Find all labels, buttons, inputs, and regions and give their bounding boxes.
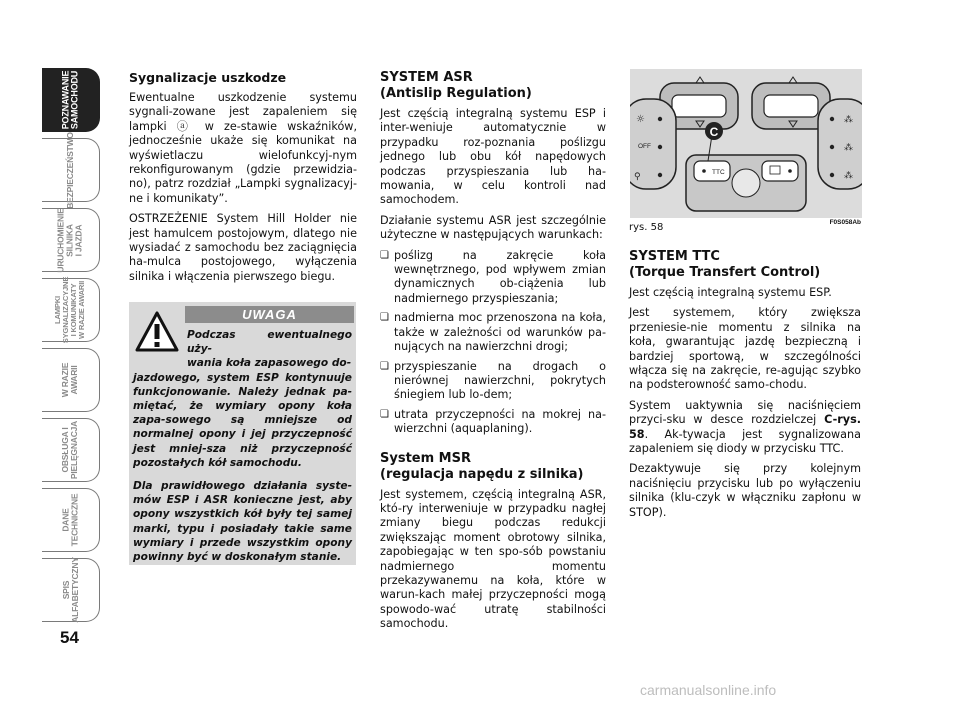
paragraph: Dezaktywuje się przy kolejnym naciśnięciu przycisku lub po wyłączeniu silnika (klu-czyk w włączniku zapłonu w STOP).	[629, 462, 861, 519]
warning-line: Podczas ewentualnego uży-	[187, 329, 352, 356]
tab-label: POZNAWANIE SAMOCHODU	[60, 70, 80, 130]
warning-paragraph: Dla prawidłowego działania syste-mów ESP i ASR konieczne jest, aby opony wszystkich kół były tej samej marki, typu i posiadały takie same wymiary i przede wszystkim opony powinny być w doskonałym stanie.	[133, 480, 352, 564]
svg-text:⁂: ⁂	[844, 171, 853, 181]
heading-line: SYSTEM ASR	[380, 70, 473, 85]
tab-lampki-sygnalizacyjne[interactable]	[42, 278, 100, 342]
tab-label: OBSŁUGA I PIELĘGNACJA	[60, 420, 80, 480]
heading-line: (Antislip Regulation)	[380, 86, 532, 101]
heading-line: (Torque Transfert Control)	[629, 265, 821, 280]
warning-paragraph: jazdowego, system ESP kontynuuje funkcjonowanie. Należy jednak pa-miętać, że wymiary opony koła zapa-sowego są mniejsze od normalnej opony i jej przyczepność jest mniej-sza niż przyczepność pozostałych kół samochodu.	[133, 371, 352, 469]
tab-w-razie-awarii[interactable]	[42, 348, 100, 412]
list-item: ❏ utrata przyczepności na mokrej na-wierzchni (aquaplaning).	[380, 408, 606, 437]
tab-label: DANE TECHNICZNE	[60, 493, 80, 547]
figure-label-ttc: TTC	[712, 169, 725, 176]
tab-bezpieczenstwo[interactable]	[42, 131, 100, 209]
figure-dashboard-controls	[630, 69, 862, 218]
svg-text:⚲: ⚲	[634, 172, 641, 182]
paragraph: Ewentualne uszkodzenie systemu sygnali-zowane jest zapaleniem się lampki ⓐ w ze-stawie wskaźników, jednocześnie ukaże się komunikat na wyświetlaczu wielofunkcyj-nym rekonfigurowanym (gdzie przewidzia-no), patrz rozdział „Lampki sygnalizacyj-ne i komunikaty”.	[129, 91, 357, 205]
figure-label-c: C	[709, 125, 719, 139]
paragraph: Jest systemem, który zwiększa przeniesie-nie momentu z silnika na koła, gwarantując jazdę bezpieczną i bardziej sportową, w szczególności włącza się na zakręcie, re-agując szybko na podsterowność samo-chodu.	[629, 306, 861, 392]
tab-label: BEZPIECZEŃSTWO	[65, 131, 76, 209]
tab-label: URUCHOMIENIE SILNIKA I JAZDA	[56, 207, 84, 273]
warning-line: wania koła zapasowego do-	[187, 357, 352, 370]
text-run: . Ak-tywacja jest sygnalizowana zapaleniem się diody w przycisku TTC.	[629, 427, 861, 456]
tab-label: LAMPKI SYGNALIZACYJNE I KOMUNIKATY W RAZIE AWARII	[53, 276, 87, 344]
column-2	[380, 70, 606, 638]
paragraph: Działanie systemu ASR jest szczególnie użyteczne w następujących warunkach:	[380, 213, 606, 242]
warning-title: UWAGA	[185, 306, 354, 323]
tab-uruchomienie-silnika[interactable]	[42, 208, 100, 272]
tab-spis-alfabetyczny[interactable]	[42, 558, 100, 622]
svg-text:⁂: ⁂	[844, 115, 853, 125]
section-heading	[629, 249, 861, 281]
paragraph: Jest częścią integralną systemu ESP.	[629, 286, 832, 299]
figure-reference: C-rys. 58	[629, 413, 861, 441]
svg-text:☼: ☼	[636, 114, 645, 125]
page-number: 54	[60, 628, 79, 647]
heading-line: System MSR	[380, 450, 471, 466]
figure-code: F0S058Ab	[829, 219, 861, 226]
paragraph: OSTRZEŻENIE System Hill Holder nie jest hamulcem postojowym, dlatego nie wysiadać z samochodu bez zaciągnięcia ha-mulca postojowego, wyłączenia silnika i włączenia pierwszego biegu.	[129, 212, 357, 283]
warning-box	[129, 302, 356, 565]
paragraph: Jest częścią integralną systemu ESP i inter-weniuje automatycznie w przypadku roz-poznania poślizgu jednego lub obu kół napędowych podczas przyspieszania lub ha-mowania, w celu kontroli nad samochodem.	[380, 107, 606, 207]
condition-list	[380, 249, 606, 437]
watermark: carmanualsonline.info	[640, 682, 777, 698]
dashboard-illustration	[630, 69, 862, 218]
heading-line: SYSTEM TTC	[629, 249, 720, 264]
figure-caption	[629, 219, 861, 233]
tab-label: SPIS ALFABETYCZNY	[60, 557, 80, 623]
column-1	[129, 70, 357, 290]
tab-label: W RAZIE AWARII	[60, 362, 80, 398]
paragraph: Jest systemem, częścią integralną ASR, któ-ry interweniuje w przypadku nagłej zmiany biegu podczas redukcji zwiększając moment obrotowy silnika, zapobiegając w ten spo-sób powstaniu nadmiernego momentu przekazywanemu na koła, które w warun-kach małej przyczepności mogą spowodo-wać utratę stabilności samochodu.	[380, 487, 606, 631]
text-run: System uaktywnia się naciśnięciem przyci-sku w desce rozdzielczej	[629, 398, 861, 427]
figure-caption-text: rys. 58	[629, 222, 664, 233]
list-item: ❏ poślizg na zakręcie koła wewnętrznego, pod wpływem zmian dynamicznych ob-ciążenia lub nadmiernego przyspieszania;	[380, 249, 606, 307]
tab-obsluga-i-pielegnacja[interactable]	[42, 418, 100, 482]
warning-text	[133, 328, 352, 573]
list-item: ❏ nadmierna moc przenoszona na koła, także w zależności od warunków pa-nujących na nawierzchni drogi;	[380, 311, 606, 354]
figure-label-off: OFF	[638, 143, 651, 150]
tab-dane-techniczne[interactable]	[42, 488, 100, 552]
list-item: ❏ przyspieszanie na drogach o nierównej nawierzchni, pokrytych śniegiem lub lo-dem;	[380, 360, 606, 403]
paragraph	[629, 399, 861, 457]
section-heading: Sygnalizacje uszkodze	[129, 70, 287, 85]
section-heading	[380, 70, 606, 102]
section-heading	[380, 451, 606, 483]
column-3	[629, 249, 861, 526]
svg-text:⁂: ⁂	[844, 143, 853, 153]
tab-poznawanie-samochodu[interactable]	[42, 68, 100, 132]
heading-line: (regulacja napędu z silnika)	[380, 466, 584, 482]
